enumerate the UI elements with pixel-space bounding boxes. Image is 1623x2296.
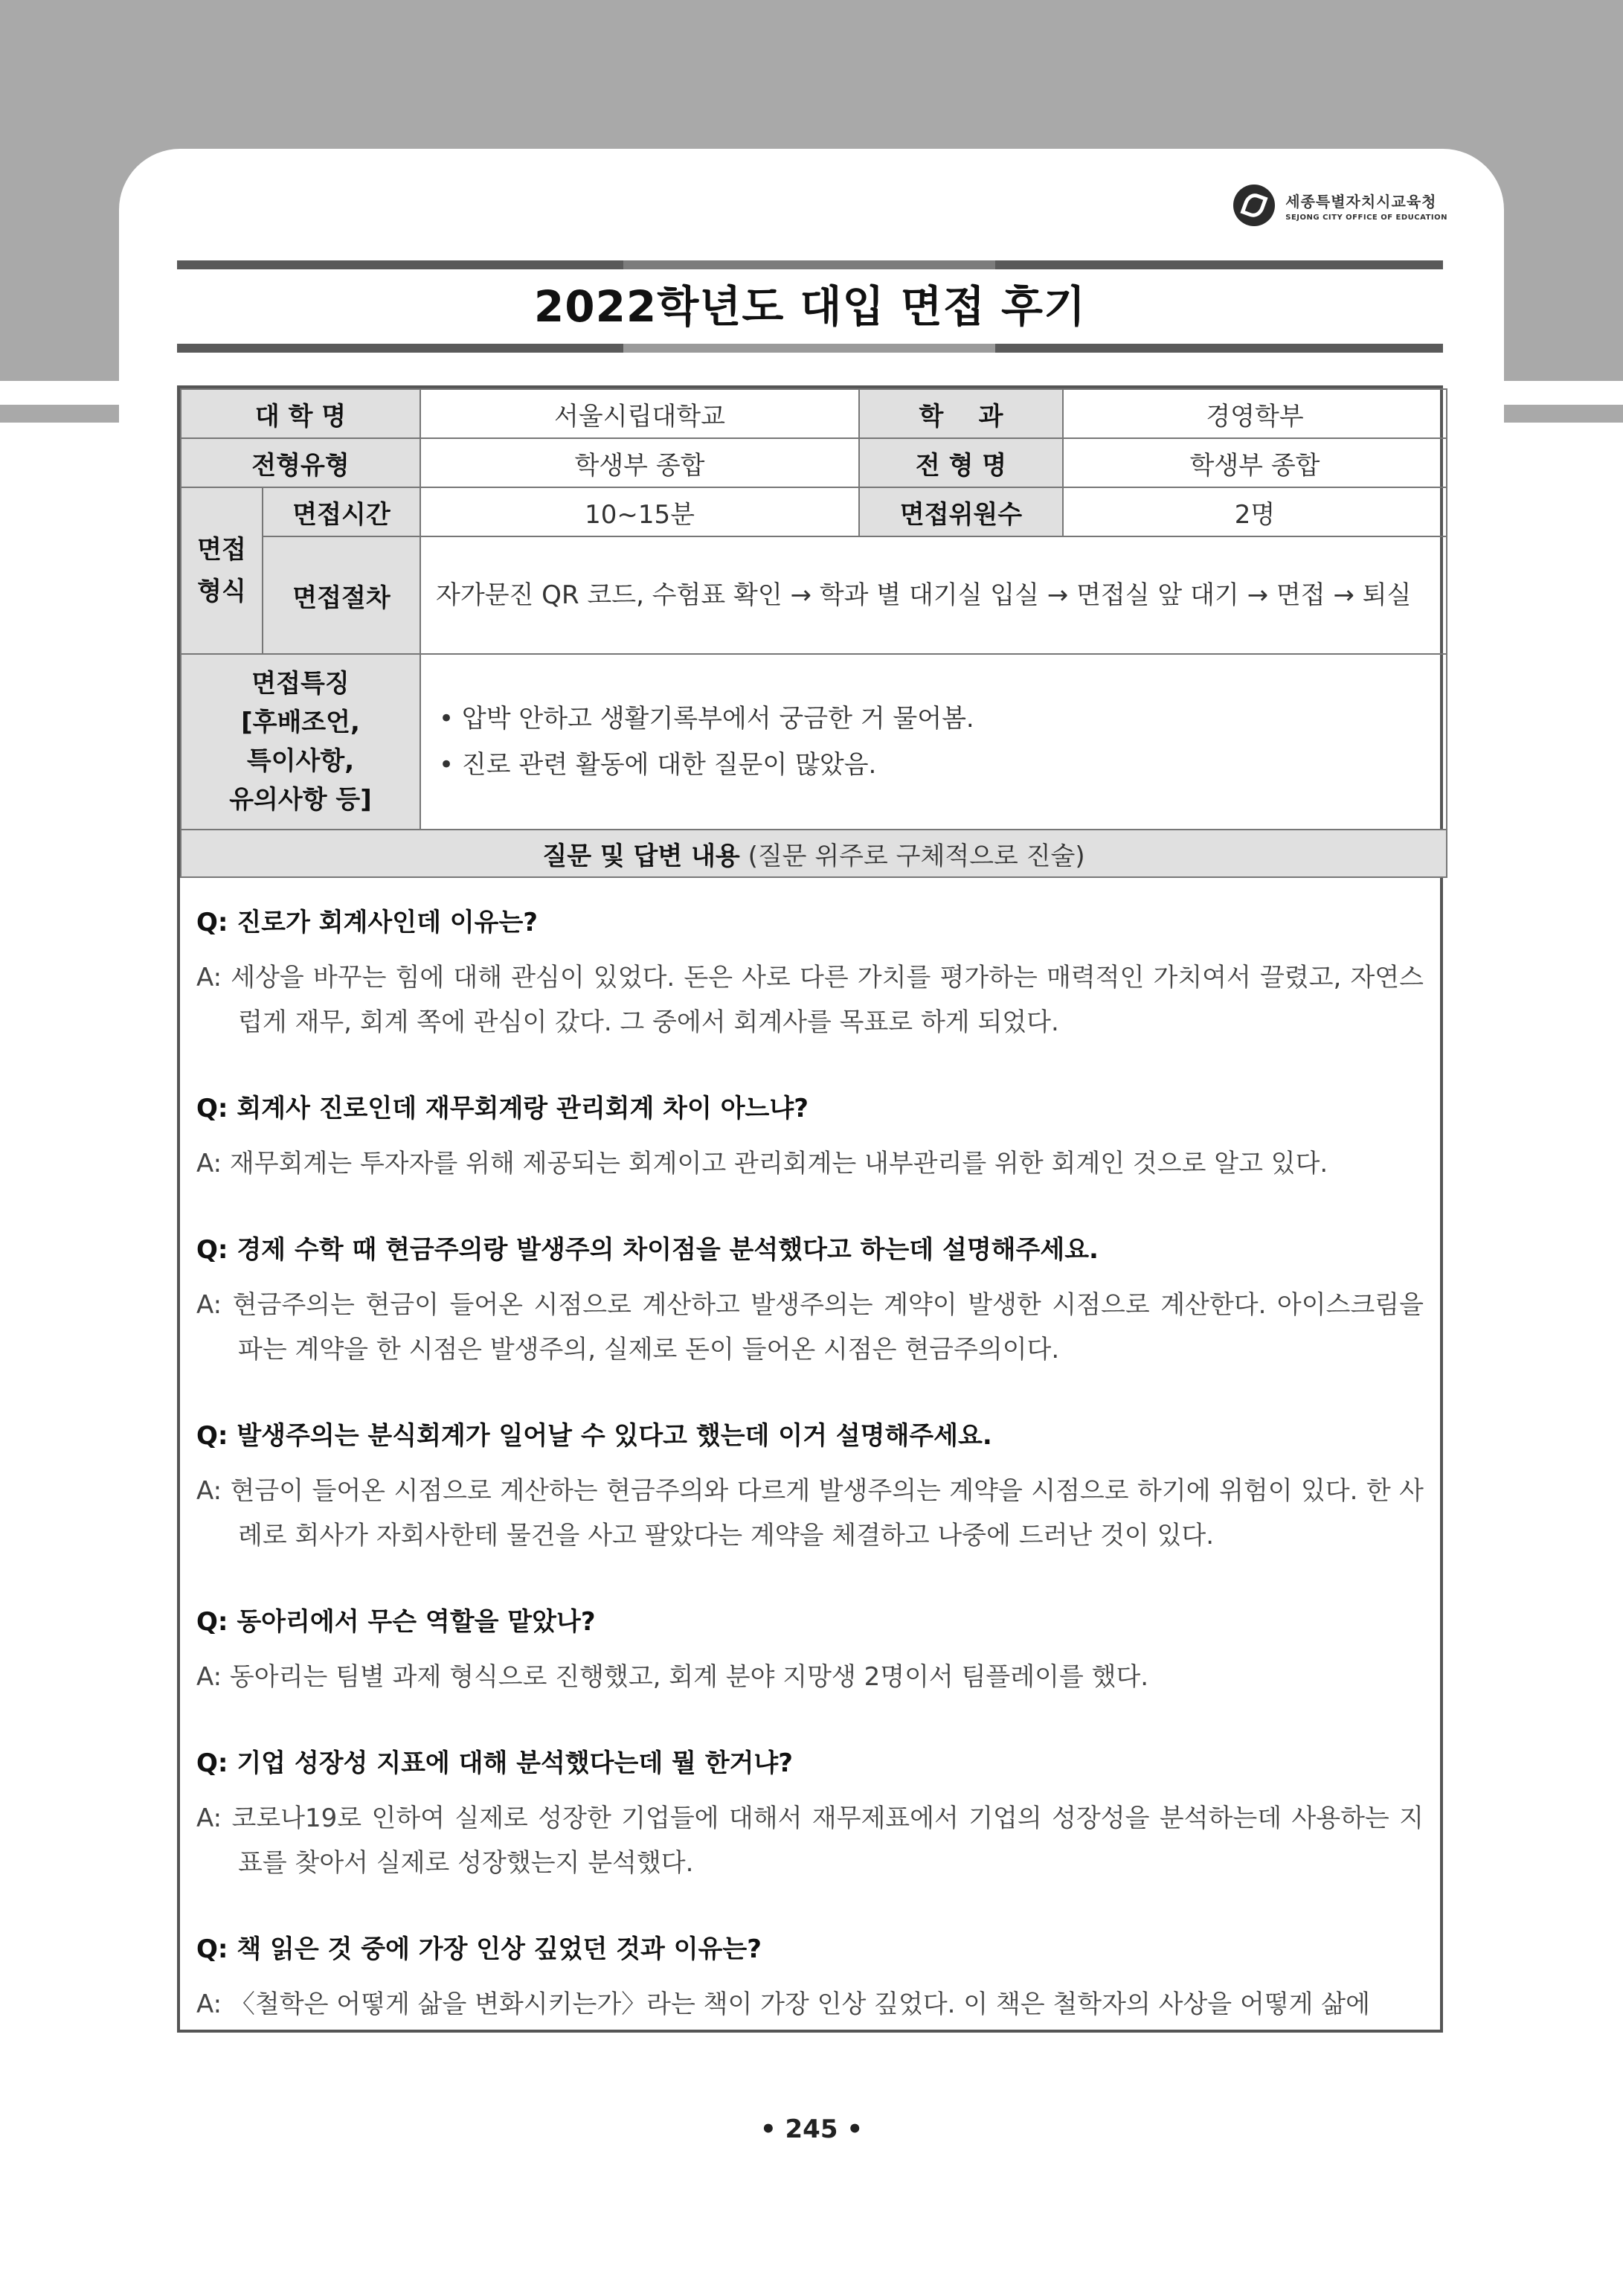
answer: A: 현금이 들어온 시점으로 계산하는 현금주의와 다르게 발생주의는 계약을 시점으로 하기에 위험이 있다. 한 사례로 회사가 자회사한테 물건을 사고 팔았다는 계약을 체결하고 나중에 드러난 것이 있다. (196, 1476, 1424, 1551)
interview-procedure-value: 자가문진 QR 코드, 수험표 확인 → 학과 별 대기실 입실 → 면접실 앞 대기 → 면접 → 퇴실 (420, 536, 1447, 654)
logo-english-text: SEJONG CITY OFFICE OF EDUCATION (1285, 213, 1447, 222)
question: Q: 동아리에서 무슨 역할을 맡았나? (196, 1607, 596, 1637)
left-stripe (0, 405, 119, 423)
qa-item (196, 1604, 1424, 1699)
page-title: 2022학년도 대입 면접 후기 (533, 281, 1087, 332)
sejong-office-logo (1233, 185, 1447, 226)
question: Q: 회계사 진로인데 재무회계랑 관리회계 차이 아느냐? (196, 1094, 809, 1123)
university-label: 대 학 명 (181, 389, 420, 438)
feature-item: • 진로 관련 활동에 대한 질문이 많았음. (439, 750, 877, 780)
qa-item (196, 1232, 1424, 1372)
qa-item (196, 1418, 1424, 1558)
answer: A: 세상을 바꾸는 힘에 대해 관심이 있었다. 돈은 사로 다른 가치를 평가하는 매력적인 가치여서 끌렸고, 자연스럽게 재무, 회계 쪽에 관심이 갔다. 그 중에서 회계사를 목표로 하게 되었다. (196, 963, 1424, 1037)
question: Q: 경제 수학 때 현금주의랑 발생주의 차이점을 분석했다고 하는데 설명해주세요. (196, 1235, 1099, 1265)
interviewer-count-label: 면접위원수 (859, 487, 1063, 536)
answer: A: 코로나19로 인하여 실제로 성장한 기업들에 대해서 재무제표에서 기업의 성장성을 분석하는데 사용하는 지표를 찾아서 실제로 성장했는지 분석했다. (196, 1803, 1424, 1878)
logo-korean-text: 세종특별자치시교육청 (1285, 192, 1437, 211)
admission-name-label: 전 형 명 (859, 438, 1063, 487)
interview-format-label: 면접 형식 (181, 487, 263, 654)
question: Q: 책 읽은 것 중에 가장 인상 깊었던 것과 이유는? (196, 1934, 762, 1964)
feature-item: • 압박 안하고 생활기록부에서 궁금한 거 물어봄. (439, 704, 974, 734)
interviewer-count-value: 2명 (1063, 487, 1447, 536)
answer: A: 재무회계는 투자자를 위해 제공되는 회계이고 관리회계는 내부관리를 위한 회계인 것으로 알고 있다. (196, 1149, 1328, 1179)
title-rule-top (177, 260, 1443, 269)
department-label: 학 과 (859, 389, 1063, 438)
question: Q: 발생주의는 분식회계가 일어날 수 있다고 했는데 이거 설명해주세요. (196, 1421, 992, 1451)
title-rule-bottom (177, 344, 1443, 353)
question: Q: 진로가 회계사인데 이유는? (196, 908, 539, 937)
qa-list (180, 878, 1440, 2027)
qa-item (196, 1745, 1424, 1885)
answer: A: 〈철학은 어떻게 삶을 변화시키는가〉라는 책이 가장 인상 깊었다. 이 책은 철학자의 사상을 어떻게 삶에 (196, 1989, 1370, 2019)
interview-time-value: 10~15분 (420, 487, 859, 536)
university-value: 서울시립대학교 (420, 389, 859, 438)
admission-name-value: 학생부 종합 (1063, 438, 1447, 487)
review-frame (177, 385, 1443, 2033)
qa-section-header (181, 830, 1447, 877)
interview-time-label: 면접시간 (263, 487, 420, 536)
admission-type-label: 전형유형 (181, 438, 420, 487)
qa-item (196, 905, 1424, 1045)
question: Q: 기업 성장성 지표에 대해 분석했다는데 뭘 한거냐? (196, 1748, 793, 1778)
qa-section-note: (질문 위주로 구체적으로 진술) (739, 841, 1085, 871)
department-value: 경영학부 (1063, 389, 1447, 438)
answer: A: 동아리는 팀별 과제 형식으로 진행했고, 회계 분야 지망생 2명이서 팀플레이를 했다. (196, 1662, 1149, 1692)
right-stripe (1504, 405, 1623, 423)
interview-features-value (420, 654, 1447, 830)
admission-type-value: 학생부 종합 (420, 438, 859, 487)
sejong-emblem-icon (1233, 185, 1275, 226)
answer: A: 현금주의는 현금이 들어온 시점으로 계산하고 발생주의는 계약이 발생한 시점으로 계산한다. 아이스크림을 파는 계약을 한 시점은 발생주의, 실제로 돈이 들어온 시점은 현금주의이다. (196, 1290, 1424, 1365)
interview-features-label: 면접특징 [후배조언, 특이사항, 유의사항 등] (181, 654, 420, 830)
interview-procedure-label: 면접절차 (263, 536, 420, 654)
qa-section-title: 질문 및 답변 내용 (542, 841, 740, 871)
qa-item (196, 1931, 1424, 2027)
page-number: • 245 • (759, 2114, 864, 2144)
interview-info-table (180, 388, 1447, 878)
qa-item (196, 1091, 1424, 1186)
